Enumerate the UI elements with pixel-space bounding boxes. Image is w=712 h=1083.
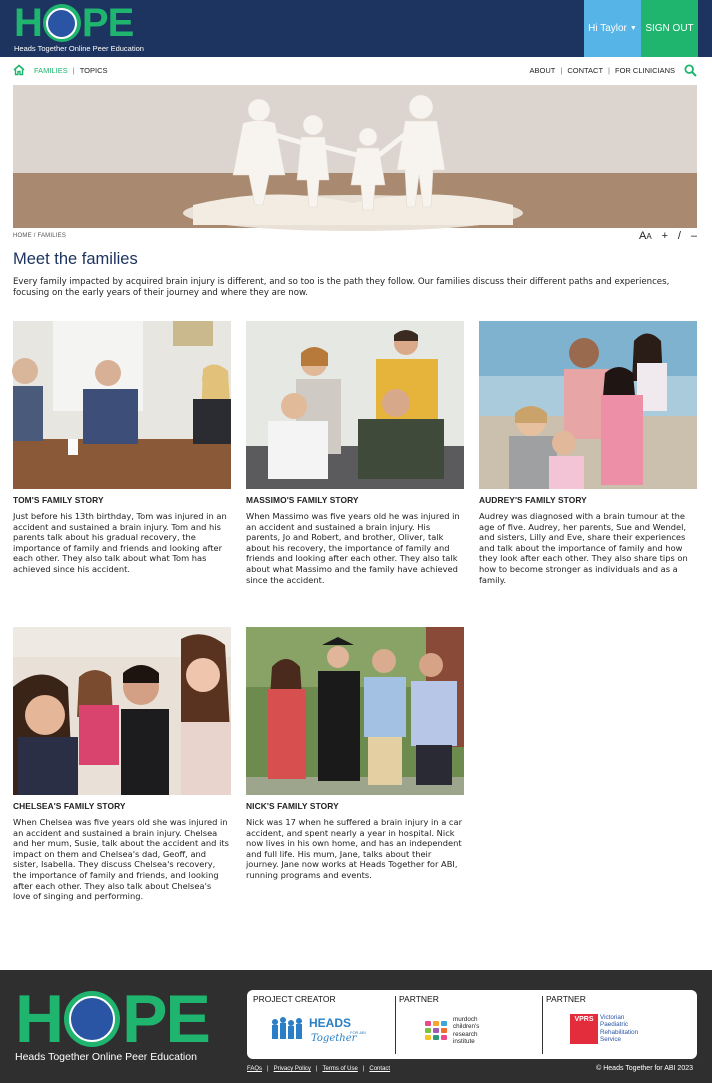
vprs-logo-box: VPRS xyxy=(570,1014,598,1044)
footer-logo-letter-h: H xyxy=(15,981,63,1057)
logo-tagline: Heads Together Online Peer Education xyxy=(14,44,144,53)
user-menu-label: Hi Taylor xyxy=(588,23,627,34)
nav-separator: | xyxy=(560,66,563,75)
partner-label: PARTNER xyxy=(546,994,586,1004)
hope-wordmark xyxy=(14,1,134,45)
vprs-line: Paediatric xyxy=(600,1021,629,1029)
footer-link-privacy[interactable]: Privacy Policy xyxy=(273,1066,311,1072)
partner-vprs xyxy=(546,994,691,1056)
card-title[interactable]: CHELSEA'S FAMILY STORY xyxy=(13,801,126,811)
audrey-family-photo[interactable] xyxy=(479,321,697,489)
family-card-chelsea[interactable] xyxy=(13,627,231,902)
card-title[interactable]: NICK'S FAMILY STORY xyxy=(246,801,339,811)
nav-separator: | xyxy=(608,66,610,75)
card-title[interactable]: TOM'S FAMILY STORY xyxy=(13,495,104,505)
vprs-line: Rehabilitation xyxy=(600,1028,639,1036)
svg-text:FOR ABI: FOR ABI xyxy=(350,1030,366,1035)
nav-about[interactable]: ABOUT xyxy=(529,66,556,75)
chelsea-family-photo[interactable] xyxy=(13,627,231,795)
nav-contact[interactable]: CONTACT xyxy=(567,66,604,75)
sign-out-button[interactable]: SIGN OUT xyxy=(641,0,698,57)
page-intro: Every family impacted by acquired brain injury is different, and so too is the path they follow. Our families discuss their different paths and experiences, focusing on the early years of their journey and where they are now. xyxy=(13,277,670,298)
hope-logo[interactable] xyxy=(14,1,154,54)
search-icon[interactable] xyxy=(684,64,697,77)
site-footer xyxy=(0,970,712,1083)
footer-link-separator: | xyxy=(362,1066,365,1072)
card-title[interactable]: MASSIMO'S FAMILY STORY xyxy=(246,495,359,505)
card-description: Just before his 13th birthday, Tom was injured in an accident and sustained a brain injury. Tom and his parents talk about his gradual recovery, the importance of family and friends and looking after each other. They also talk about what Tom has achieved since his accident. xyxy=(13,511,227,574)
mcri-line: institute xyxy=(453,1037,475,1045)
page-title: Meet the families xyxy=(13,250,138,268)
footer-link-contact[interactable]: Contact xyxy=(369,1066,391,1072)
font-control-separator: / xyxy=(677,230,681,242)
heads-together-logo[interactable] xyxy=(269,1014,364,1051)
breadcrumb-home[interactable]: HOME xyxy=(13,233,32,239)
logo-globe-icon xyxy=(43,4,81,42)
main-nav xyxy=(13,62,697,80)
footer-link-separator: | xyxy=(267,1066,269,1072)
hero-banner-image xyxy=(13,85,697,228)
nav-for-clinicians[interactable]: FOR CLINICIANS xyxy=(614,66,675,75)
site-header xyxy=(0,0,712,57)
card-description: When Chelsea was five years old she was injured in an accident and sustained a brain injury. Chelsea and her mum, Susie, talk about the accident and its impact on them and Chelsea's dad, Geoff, and sister, Isabella. They discuss Chelsea's recovery, the importance of family and friends, and looking after each other. They also talk about Chelsea's love of singing and performing. xyxy=(13,817,229,902)
massimo-family-photo[interactable] xyxy=(246,321,464,489)
breadcrumb-separator: / xyxy=(33,233,36,239)
nav-separator: | xyxy=(72,65,75,75)
partner-project-creator xyxy=(253,994,393,1056)
vprs-line: Service xyxy=(600,1035,621,1043)
breadcrumb-current: FAMILIES xyxy=(37,233,67,239)
svg-text:Together: Together xyxy=(311,1033,357,1044)
footer-logo-globe-icon xyxy=(64,991,120,1047)
mcri-line: murdoch xyxy=(453,1016,478,1023)
footer-links xyxy=(247,1066,390,1072)
caret-down-icon: ▼ xyxy=(629,25,637,32)
breadcrumb xyxy=(13,233,66,239)
font-size-icon: AA xyxy=(639,230,652,242)
font-size-controls xyxy=(639,229,697,243)
card-title[interactable]: AUDREY'S FAMILY STORY xyxy=(479,495,587,505)
partner-divider xyxy=(542,996,543,1054)
logo-letters-pe: PE xyxy=(81,1,134,45)
tom-family-photo[interactable] xyxy=(13,321,231,489)
partner-label: PROJECT CREATOR xyxy=(253,994,336,1004)
partner-label: PARTNER xyxy=(399,994,439,1004)
nick-family-photo[interactable] xyxy=(246,627,464,795)
increase-font-button[interactable]: + xyxy=(661,230,669,242)
footer-link-faqs[interactable]: FAQs xyxy=(247,1066,263,1072)
footer-link-separator: | xyxy=(315,1066,318,1072)
family-card-audrey[interactable] xyxy=(479,321,697,585)
logo-letter-h: H xyxy=(14,1,42,45)
partners-panel xyxy=(247,990,697,1059)
footer-logo-tagline: Heads Together Online Peer Education xyxy=(15,1051,197,1063)
home-icon[interactable] xyxy=(13,64,25,76)
family-card-massimo[interactable] xyxy=(246,321,464,585)
mcri-line: children's xyxy=(453,1023,480,1031)
partner-mcri xyxy=(399,994,539,1056)
vprs-logo[interactable] xyxy=(570,1014,638,1044)
mcri-line: research xyxy=(453,1030,478,1038)
mcri-logo[interactable] xyxy=(425,1016,479,1045)
family-card-nick[interactable] xyxy=(246,627,464,881)
nav-topics[interactable]: TOPICS xyxy=(79,65,108,75)
decrease-font-button[interactable]: – xyxy=(690,230,697,242)
mcri-dots-icon xyxy=(425,1021,447,1040)
footer-logo-letters-pe: PE xyxy=(122,981,209,1057)
user-menu-button[interactable] xyxy=(584,0,641,57)
footer-hope-logo[interactable] xyxy=(15,981,210,1065)
family-card-tom[interactable] xyxy=(13,321,231,575)
svg-text:HEADS: HEADS xyxy=(309,1016,352,1030)
partner-divider xyxy=(395,996,396,1054)
card-description: Audrey was diagnosed with a brain tumour at the age of five. Audrey, her parents, Sue and Wendel, and sisters, Lilly and Eve, share their experiences and talk about the importance of family and how they look after each other. They also share tips on how to become stronger as individuals and as a family. xyxy=(479,511,688,585)
vprs-line: Victorian xyxy=(600,1014,625,1021)
footer-link-terms[interactable]: Terms of Use xyxy=(322,1066,358,1072)
copyright-text: © Heads Together for ABI 2023 xyxy=(596,1065,693,1072)
card-description: When Massimo was five years old he was injured in an accident and sustained a brain injury. His parents, Jo and Robert, and brother, Oliver, talk about his recovery, the importance of family and friends and looking after each other. They also talk about what Massimo and the family have achieved since the accident. xyxy=(246,511,460,585)
nav-families[interactable]: FAMILIES xyxy=(34,65,68,75)
paper-family-cutout-illustration xyxy=(13,85,697,228)
card-description: Nick was 17 when he suffered a brain injury in a car accident, and spent nearly a year in hospital. Nick now lives in his own home, and has an independent and full life. His mum, Jane, talks about their journey. Jane now works at Heads Together for ABI, running programs and events. xyxy=(246,817,462,880)
